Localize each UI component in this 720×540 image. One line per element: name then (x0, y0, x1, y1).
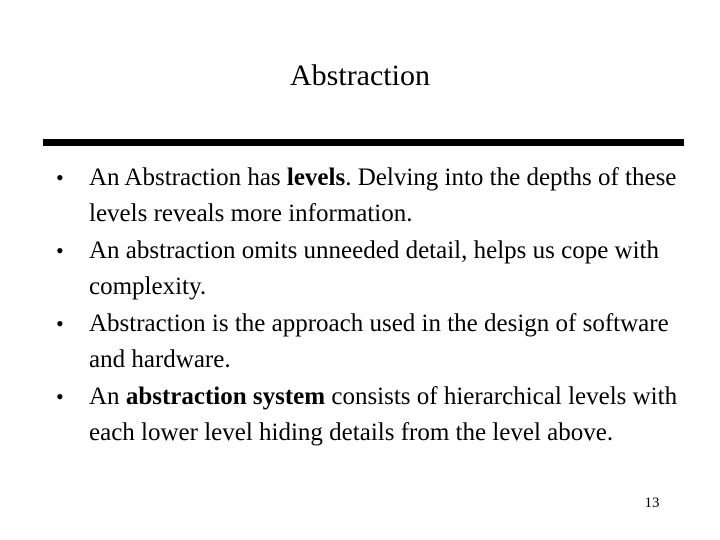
bullet-dot-icon: • (56, 238, 64, 263)
bullet-list (56, 160, 696, 452)
bullet-item (56, 233, 696, 305)
bullet-item (56, 160, 696, 232)
bullet-text-segment: consists of hierarchical levels with each lower level hiding details from the level above. (89, 383, 678, 446)
bullet-text-segment: . Delving into the depths of these levels reveals more information. (89, 164, 677, 227)
bullet-dot-icon: • (56, 384, 64, 409)
bullet-item (56, 306, 696, 378)
bullet-text-segment: An (89, 383, 126, 410)
slide-title: Abstraction (290, 59, 430, 92)
bullet-item (56, 379, 696, 451)
title-divider (43, 139, 684, 146)
bullet-text-segment: An Abstraction has (89, 164, 287, 191)
bullet-text-segment: Abstraction is the approach used in the design of software and hardware. (89, 310, 669, 373)
bullet-dot-icon: • (56, 165, 64, 190)
bullet-dot-icon: • (56, 311, 64, 336)
bullet-text-segment: An abstraction omits unneeded detail, helps us cope with complexity. (89, 237, 660, 300)
bullet-text-segment-bold: abstraction system (125, 383, 326, 410)
bullet-text-segment-bold: levels (286, 164, 346, 191)
page-number: 13 (644, 495, 660, 511)
